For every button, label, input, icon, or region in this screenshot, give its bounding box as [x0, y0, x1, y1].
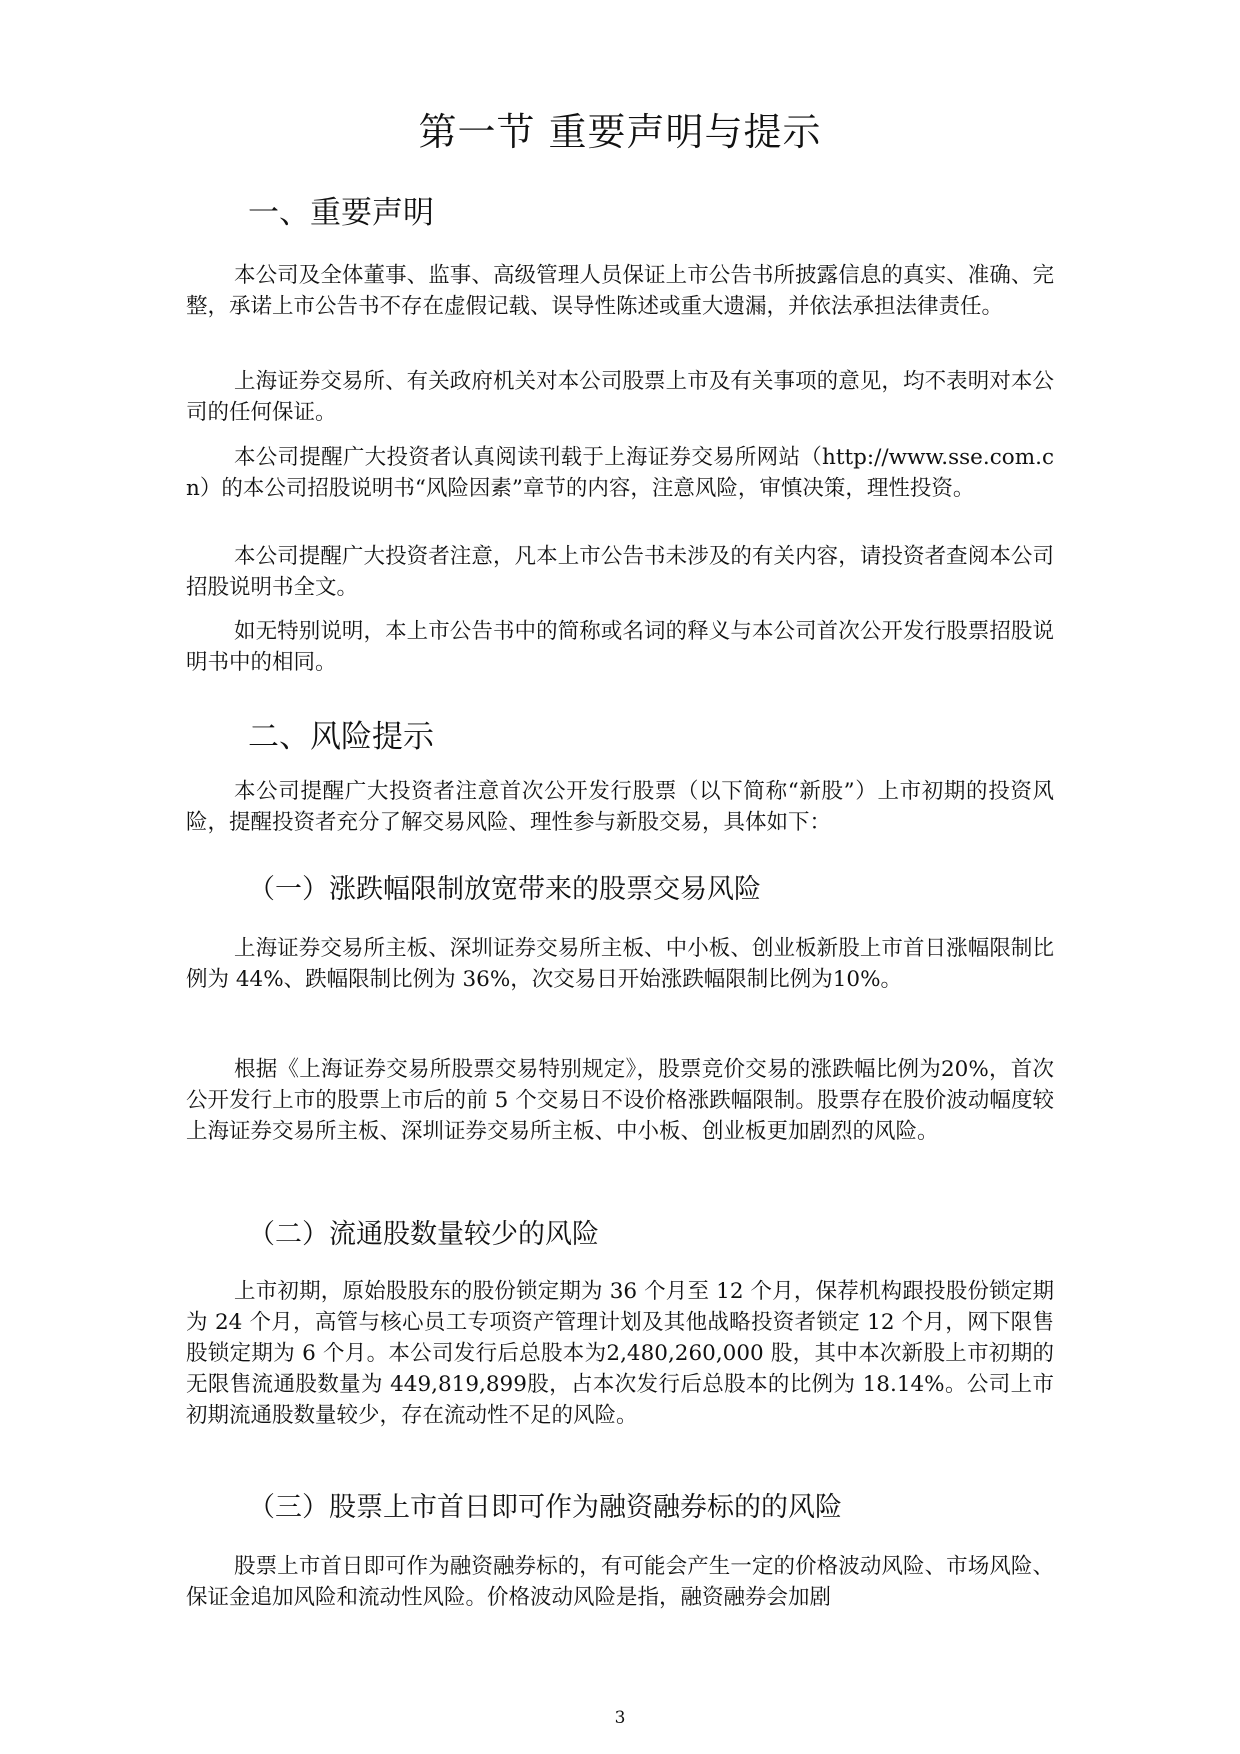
paragraph: 如无特别说明，本上市公告书中的简称或名词的释义与本公司首次公开发行股票招股说明书中的相同。: [186, 619, 1054, 675]
subsection-heading-price-limit-risk: （一）涨跌幅限制放宽带来的股票交易风险: [248, 874, 761, 905]
paragraph: 本公司提醒广大投资者认真阅读刊载于上海证券交易所网站（http://www.sse.com.cn）的本公司招股说明书“风险因素”章节的内容，注意风险，审慎决策，理性投资。: [186, 445, 1054, 501]
paragraph: 本公司提醒广大投资者注意首次公开发行股票（以下简称“新股”）上市初期的投资风险，提醒投资者充分了解交易风险、理性参与新股交易，具体如下：: [186, 779, 1054, 835]
page-title: 第一节 重要声明与提示: [418, 110, 822, 154]
paragraph: 上海证券交易所、有关政府机关对本公司股票上市及有关事项的意见，均不表明对本公司的任何保证。: [186, 369, 1054, 425]
section-heading-important-statement: 一、重要声明: [248, 195, 434, 231]
paragraph: 根据《上海证券交易所股票交易特别规定》，股票竞价交易的涨跌幅比例为20%，首次公开发行上市的股票上市后的前 5 个交易日不设价格涨跌幅限制。股票存在股价波动幅度较上海证券交易所主板、深圳证券交易所主板、中小板、创业板更加剧烈的风险。: [186, 1057, 1054, 1144]
paragraph: 上市初期，原始股股东的股份锁定期为 36 个月至 12 个月，保荐机构跟投股份锁定期为 24 个月，高管与核心员工专项资产管理计划及其他战略投资者锁定 12 个月，网下限售股锁定期为 6 个月。本公司发行后总股本为2,480,260,000 股，其中本次新股上市初期的无限售流通股数量为 449,819,899股，占本次发行后总股本的比例为 18.14%。公司上市初期流通股数量较少，存在流动性不足的风险。: [186, 1279, 1054, 1428]
subsection-heading-float-shares-risk: （二）流通股数量较少的风险: [248, 1219, 599, 1250]
subsection-heading-margin-trading-risk: （三）股票上市首日即可作为融资融券标的的风险: [248, 1492, 842, 1523]
page-number: 3: [614, 1708, 626, 1728]
paragraph: 本公司及全体董事、监事、高级管理人员保证上市公告书所披露信息的真实、准确、完整，承诺上市公告书不存在虚假记载、误导性陈述或重大遗漏，并依法承担法律责任。: [186, 263, 1054, 319]
paragraph: 本公司提醒广大投资者注意，凡本上市公告书未涉及的有关内容，请投资者查阅本公司招股说明书全文。: [186, 544, 1054, 600]
section-heading-risk-warning: 二、风险提示: [248, 719, 434, 755]
paragraph: 上海证券交易所主板、深圳证券交易所主板、中小板、创业板新股上市首日涨幅限制比例为 44%、跌幅限制比例为 36%，次交易日开始涨跌幅限制比例为10%。: [186, 936, 1054, 992]
paragraph: 股票上市首日即可作为融资融券标的，有可能会产生一定的价格波动风险、市场风险、保证金追加风险和流动性风险。价格波动风险是指，融资融券会加剧: [186, 1554, 1054, 1610]
